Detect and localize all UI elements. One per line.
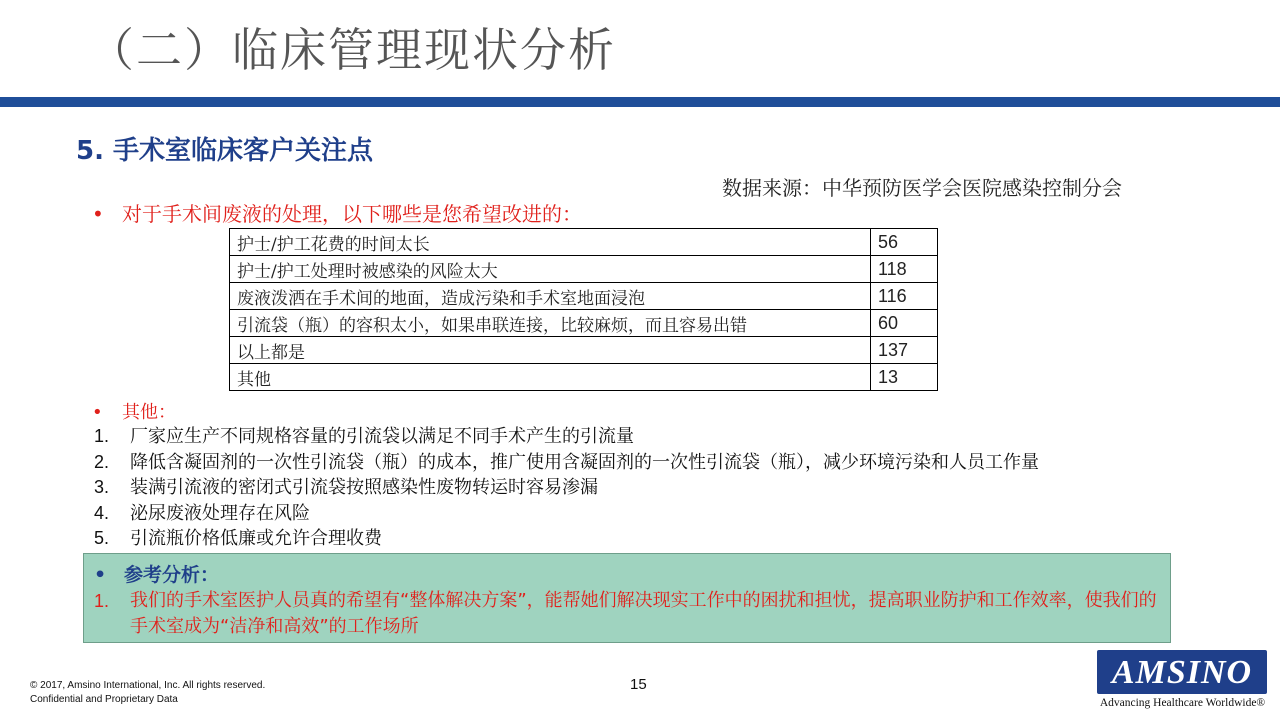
- logo-badge: [1097, 650, 1267, 694]
- list-item: [94, 501, 1039, 527]
- copyright-text: © 2017, Amsino International, Inc. All rights reserved.: [30, 680, 266, 691]
- list-item: [94, 526, 1039, 552]
- analysis-text: 我们的手术室医护人员真的希望有“整体解决方案”，能帮她们解决现实工作中的困扰和担忧，提高职业防护和工作效率，使我们的手术室成为“洁净和高效”的工作场所: [130, 590, 1157, 637]
- option-cell: 废液泼洒在手术间的地面，造成污染和手术室地面浸泡: [230, 283, 871, 310]
- list-number: 4.: [94, 502, 110, 523]
- analysis-heading: [94, 560, 219, 587]
- logo-wordmark: AMSINO: [1111, 654, 1253, 691]
- data-source-note: 数据来源：中华预防医学会医院感染控制分会: [722, 176, 1122, 200]
- list-item-text: 引流瓶价格低廉或允许合理收费: [130, 528, 382, 549]
- title-divider-bar: [0, 97, 1280, 107]
- confidential-text: Confidential and Proprietary Data: [30, 694, 178, 705]
- table-row: [230, 310, 938, 337]
- survey-question-text: 对于手术间废液的处理，以下哪些是您希望改进的：: [122, 202, 582, 226]
- analysis-number: 1.: [94, 591, 110, 611]
- table-row: [230, 256, 938, 283]
- list-item-text: 装满引流液的密闭式引流袋按照感染性废物转运时容易渗漏: [130, 477, 598, 498]
- list-number: 3.: [94, 477, 110, 497]
- list-item-text: 泌尿废液处理存在风险: [130, 502, 310, 524]
- list-number: 2.: [94, 451, 110, 472]
- list-item: [94, 424, 1039, 450]
- count-cell: 118: [871, 256, 938, 283]
- others-list: [94, 424, 1039, 552]
- logo-tagline: Advancing Healthcare Worldwide®: [1099, 697, 1266, 709]
- table-row: [230, 229, 938, 256]
- analysis-point: [94, 588, 1160, 640]
- count-cell: 137: [871, 337, 938, 364]
- reference-analysis-box: [83, 553, 1171, 643]
- option-cell: 引流袋（瓶）的容积太小，如果串联连接，比较麻烦，而且容易出错: [230, 310, 871, 337]
- page-number: 15: [630, 676, 647, 693]
- bullet-icon: •: [94, 564, 107, 586]
- others-heading: [92, 398, 176, 424]
- count-cell: 56: [871, 229, 938, 256]
- list-item: [94, 475, 1039, 501]
- survey-results-table: [229, 228, 938, 391]
- footer-copyright: [30, 679, 265, 707]
- table-row: [230, 364, 938, 391]
- bullet-icon: •: [92, 202, 104, 226]
- option-cell: 以上都是: [230, 337, 871, 364]
- list-item-text: 厂家应生产不同规格容量的引流袋以满足不同手术产生的引流量: [130, 426, 634, 447]
- count-cell: 60: [871, 310, 938, 337]
- list-item-text: 降低含凝固剂的一次性引流袋（瓶）的成本，推广使用含凝固剂的一次性引流袋（瓶），减少环境污染和人员工作量: [130, 451, 1039, 473]
- bullet-icon: •: [92, 402, 103, 423]
- section-subtitle: 5. 手术室临床客户关注点: [76, 136, 374, 166]
- table-row: [230, 337, 938, 364]
- option-cell: 护士/护工花费的时间太长: [230, 229, 871, 256]
- analysis-heading-text: 参考分析：: [124, 564, 220, 586]
- survey-question: [92, 198, 582, 227]
- option-cell: 护士/护工处理时被感染的风险太大: [230, 256, 871, 283]
- list-item: [94, 450, 1039, 476]
- count-cell: 13: [871, 364, 938, 391]
- option-cell: 其他: [230, 364, 871, 391]
- list-number: 5.: [94, 528, 110, 548]
- others-heading-text: 其他：: [122, 402, 176, 423]
- list-number: 1.: [94, 426, 110, 446]
- slide-title: （二）临床管理现状分析: [88, 23, 616, 77]
- amsino-logo: [1095, 650, 1270, 720]
- count-cell: 116: [871, 283, 938, 310]
- table-row: [230, 283, 938, 310]
